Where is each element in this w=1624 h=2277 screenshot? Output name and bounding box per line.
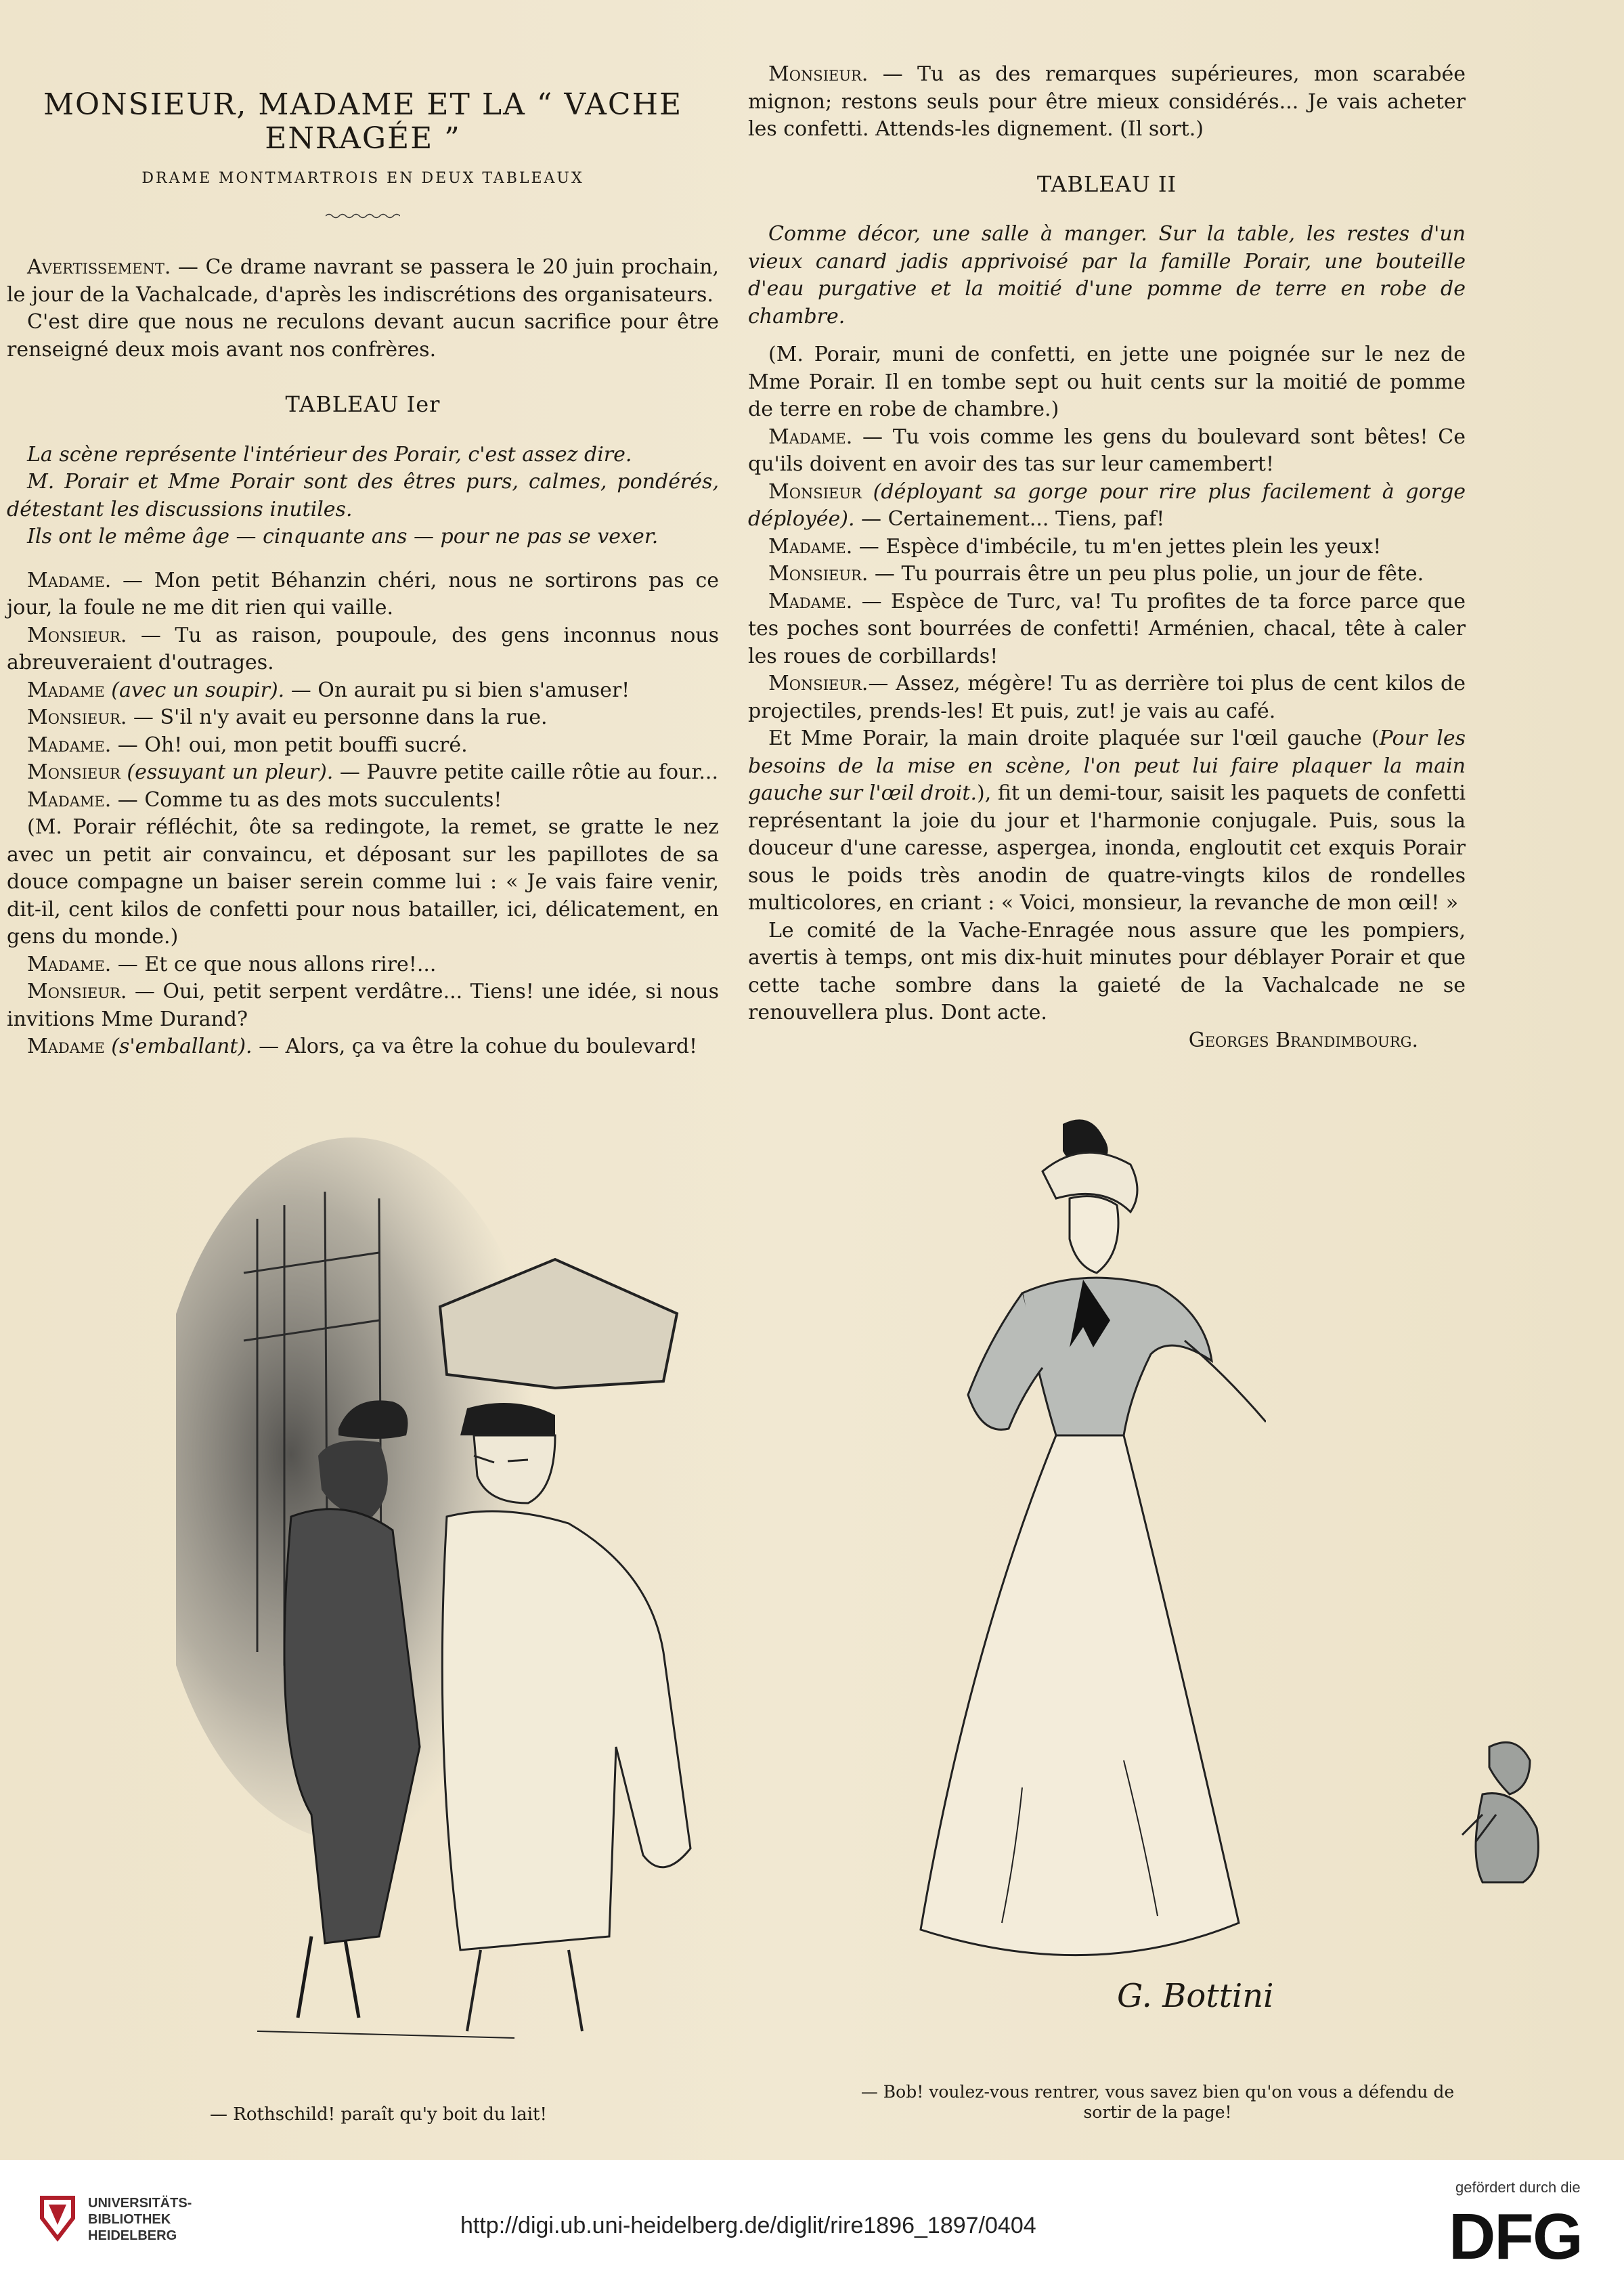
left-worker-legs — [298, 1936, 359, 2018]
dialogue-line: Monsieur. — Tu as raison, poupoule, des gens inconnus nous abreuveraient d'outrages. — [7, 623, 719, 674]
right-worker-body — [442, 1511, 690, 1950]
right-worker-legs — [467, 1950, 582, 2031]
tableau1-dialogue — [7, 567, 719, 1061]
dialogue-line: Madame. — Espèce de Turc, va! Tu profites de ta force parce que tes poches sont bourrées de confetti! Arménien, chacal, tête à caler les roues de corbillards! — [748, 589, 1466, 668]
article-title: MONSIEUR, MADAME ET LA “ VACHE ENRAGÉE ” — [43, 87, 683, 156]
ornament-divider — [7, 200, 719, 227]
dialogue-line: Madame. — Mon petit Béhanzin chéri, nous ne sortirons pas ce jour, la foule ne me dit rien qui vaille. — [7, 568, 719, 620]
dog-body — [1476, 1794, 1539, 1882]
university-library-icon — [35, 2191, 80, 2245]
stage-direction: Ils ont le même âge — cinquante ans — pour ne pas se vexer. — [27, 525, 659, 548]
skirt — [921, 1435, 1239, 1955]
right-dialogue — [748, 61, 1466, 144]
caption-right: — Bob! voulez-vous rentrer, vous savez bien qu'on vous a défendu de sortir de la page! — [860, 2082, 1455, 2122]
dialogue-line: Monsieur. — Tu pourrais être un peu plus polie, un jour de fête. — [768, 562, 1424, 586]
illustration-workers — [176, 1137, 758, 2099]
dialogue-line: Madame. — Tu vois comme les gens du boulevard sont bêtes! Ce qu'ils doivent en avoir des tas sur leur camembert! — [748, 425, 1466, 476]
dialogue-line: Madame. — Comme tu as des mots succulents! — [27, 787, 502, 812]
tableau1-stage-directions — [7, 441, 719, 551]
dialogue-line: Monsieur (essuyant un pleur). — Pauvre petite caille rôtie au four... — [27, 760, 718, 784]
closing-paragraph-1: Et Mme Porair, la main droite plaquée sur l'œil gauche (Pour les besoins de la mise en scène, l'on peut lui faire plaquer la main gauche sur l'œil droit.), fit un demi-tour, saisit les paquets de confetti représentant la joie du jour et l'harmonie conjugale. Puis, sous la douceur d'une caresse, aspergea, inonda, engloutit cet exquis Porair sous le poids très anodin de quatre-vingts kilos de rondelles multicolores, en criant : « Voici, monsieur, la revanche de mon œil! » — [748, 727, 1466, 915]
dialogue-line: Monsieur. — Oui, petit serpent verdâtre... Tiens! une idée, si nous invitions Mme Durand? — [7, 980, 719, 1031]
left-column — [7, 74, 719, 1061]
dialogue-line: Madame (avec un soupir). — On aurait pu si bien s'amuser! — [27, 678, 630, 702]
illustration-lady — [887, 1110, 1266, 2058]
artist-signature: G. Bottini — [1117, 1977, 1274, 2015]
dialogue-line: Madame. — Et ce que nous allons rire!... — [27, 952, 437, 976]
tableau2-heading: TABLEAU II — [1036, 171, 1177, 197]
stage-direction: La scène représente l'intérieur des Porair, c'est assez dire. — [27, 442, 632, 467]
ground-line — [257, 2031, 514, 2038]
university-library-name: UNIVERSITÄTS- BIBLIOTHEK HEIDELBERG — [88, 2196, 192, 2243]
avertissement: Avertissement. — Ce drame navrant se passera le 20 juin prochain, le jour de la Vachalcade, d'après les indiscrétions des organisateurs. — [7, 255, 719, 307]
dialogue-line: Monsieur.— Assez, mégère! Tu as derrière toi plus de cent kilos de projectiles, prends-les! Et puis, zut! je vais au café. — [748, 672, 1466, 723]
funded-by-label: gefördert durch die — [1455, 2179, 1581, 2196]
tableau1-heading: TABLEAU Ier — [285, 391, 441, 417]
right-column — [748, 61, 1466, 1054]
illustration-dog — [1455, 1733, 1557, 1889]
intro-paragraph: C'est dire que nous ne reculons devant aucun sacrifice pour être renseigné deux mois avant nos confrères. — [7, 310, 719, 362]
dialogue-line: Monsieur (déployant sa gorge pour rire plus facilement à gorge déployée). — Certainement... Tiens, paf! — [748, 479, 1466, 531]
footer-bar — [0, 2160, 1624, 2277]
dialogue-line: Madame. — Oh! oui, mon petit bouffi sucré. — [27, 733, 468, 757]
dialogue-line: Madame (s'emballant). — Alors, ça va être la cohue du boulevard! — [27, 1035, 698, 1058]
dog-head — [1489, 1742, 1530, 1794]
stage-direction: M. Porair et Mme Porair sont des êtres purs, calmes, pondérés, détestant les discussions inutiles. — [7, 470, 719, 521]
closing-paragraph-2: Le comité de la Vache-Enragée nous assure que les pompiers, avertis à temps, ont mis dix-huit minutes pour déblayer Porair et que cette tache sombre dans la gaieté de la Vachalcade ne se renouvellera plus. Dont acte. — [748, 918, 1466, 1024]
article-subtitle: DRAME MONTMARTROIS EN DEUX TABLEAUX — [141, 170, 584, 187]
tableau2-dialogue — [748, 341, 1466, 725]
source-url[interactable]: http://digi.ub.uni-heidelberg.de/diglit/rire1896_1897/0404 — [460, 2213, 1036, 2238]
dialogue-line: (M. Porair, muni de confetti, en jette une poignée sur le nez de Mme Porair. Il en tombe sept ou huit cents sur la moitié de pomme de terre en robe de chambre.) — [748, 343, 1466, 421]
caption-left: — Rothschild! paraît qu'y boit du lait! — [210, 2104, 547, 2125]
dialogue-line: Monsieur. — Tu as des remarques supérieures, mon scarabée mignon; restons seuls pour être mieux considérés... Je vais acheter les confetti. Attends-les dignement. (Il sort.) — [748, 62, 1466, 141]
dialogue-line: (M. Porair réfléchit, ôte sa redingote, la remet, se gratte le nez avec un petit air convaincu, et déposant sur les papillotes de sa douce compagne un baiser serein comme lui : « Je vais faire venir, dit-il, cent kilos de confetti pour nous batailler, ici, délicatement, en gens du monde.) — [7, 815, 719, 949]
dfg-logo: DFG — [1449, 2200, 1582, 2273]
author-signature: Georges Brandimbourg. — [1188, 1028, 1418, 1052]
blouse — [1022, 1278, 1212, 1435]
tableau2-stage-direction: Comme décor, une salle à manger. Sur la table, les restes d'un vieux canard jadis apprivoisé par la famille Porair, une bouteille d'eau purgative et la moitié d'une pomme de terre en robe de chambre. — [748, 222, 1466, 328]
dialogue-line: Monsieur. — S'il n'y avait eu personne dans la rue. — [27, 706, 548, 729]
dialogue-line: Madame. — Espèce d'imbécile, tu m'en jettes plein les yeux! — [768, 534, 1382, 559]
lady-face — [1070, 1196, 1118, 1273]
